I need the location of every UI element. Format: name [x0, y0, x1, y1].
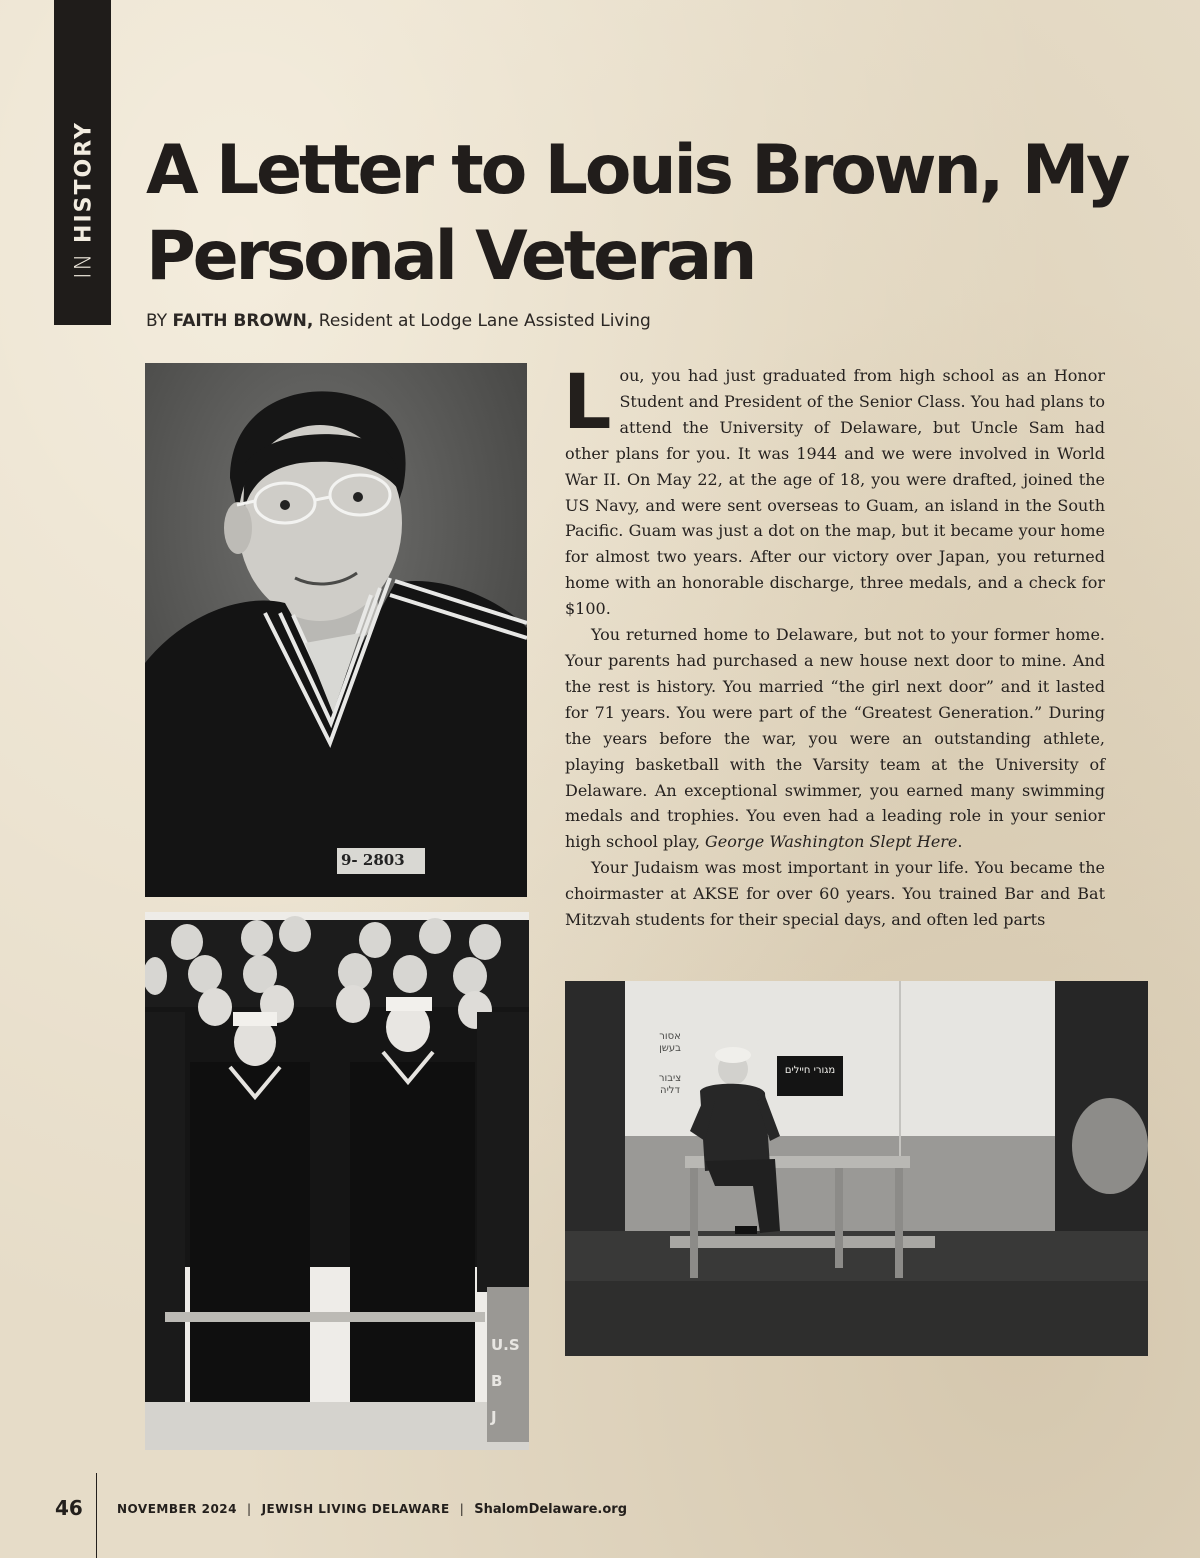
section-prefix: IN: [71, 251, 97, 279]
portrait-photo: [145, 363, 527, 897]
paragraph-text: Your Judaism was most important in your life. You became the choirmaster at AKSE for over 60 years. You trained Bar and Bat Mitzvah students for their special days, and often led parts: [565, 858, 1105, 930]
byline-by: BY: [146, 311, 168, 331]
group-sign-line: J: [491, 1408, 497, 1426]
footer-issue: NOVEMBER 2024: [117, 1502, 238, 1516]
bench-wall-text-top: אסור בעשן: [659, 1031, 681, 1054]
footer-website-link[interactable]: ShalomDelaware.org: [474, 1502, 628, 1517]
section-name: HISTORY: [71, 121, 97, 243]
article-headline: A Letter to Louis Brown, My Personal Veteran: [146, 131, 1128, 296]
article-paragraph: [563, 357, 1105, 622]
footer-info: [117, 1502, 627, 1517]
footer-publication: JEWISH LIVING DELAWARE: [261, 1502, 450, 1516]
article-paragraph: [565, 855, 1105, 933]
footer-separator: |: [459, 1502, 465, 1516]
byline-author: FAITH BROWN,: [172, 311, 314, 331]
paragraph-end: .: [957, 832, 963, 852]
bench-photo: [565, 981, 1148, 1356]
group-sign-line: B: [491, 1372, 503, 1390]
paragraph-text: You returned home to Delaware, but not to your former home. Your parents had purchased a new house next door to mine. And the rest is history. You married “the girl next door” and it lasted for 71 years. You were part of the “Greatest Generation.” During the years before the war, you were an outstanding athlete, playing basketball with the Varsity team at the University of Delaware. An exceptional swimmer, you earned many swimming medals and trophies. You even had a leading role in your senior high school play,: [565, 625, 1105, 852]
footer-divider: [96, 1473, 97, 1558]
byline-affiliation: Resident at Lodge Lane Assisted Living: [318, 311, 651, 331]
byline: [146, 311, 651, 331]
group-illustration: [145, 912, 529, 1450]
portrait-illustration: [145, 363, 527, 897]
group-sign: [491, 1327, 527, 1435]
paragraph-text: ou, you had just graduated from high school as an Honor Student and President of the Senior Class. You had plans to attend the University of Delaware, but Uncle Sam had other plans for you. It was 1944 and we were involved in World War II. On May 22, at the age of 18, you were drafted, joined the US Navy, and were sent overseas to Guam, an island in the South Pacific. Guam was just a dot on the map, but it became your home for almost two years. After our victory over Japan, you returned home with an honorable discharge, three medals, and a check for $100.: [565, 366, 1105, 619]
article-body: [563, 357, 1105, 933]
bench-sign-text: מגורי חיילים: [784, 1065, 836, 1076]
article-paragraph: [565, 622, 1105, 855]
portrait-tag-number: 9- 2803: [341, 851, 405, 869]
play-title: George Washington Slept Here: [705, 832, 958, 852]
footer-separator: |: [247, 1502, 252, 1516]
drop-cap: L: [563, 357, 612, 446]
page-number: 46: [55, 1496, 83, 1520]
bench-wall-text-bottom: ציבור דליה: [658, 1073, 682, 1096]
group-sign-line: U.S: [491, 1336, 520, 1354]
group-photo: [145, 912, 529, 1450]
section-label: [72, 121, 97, 279]
